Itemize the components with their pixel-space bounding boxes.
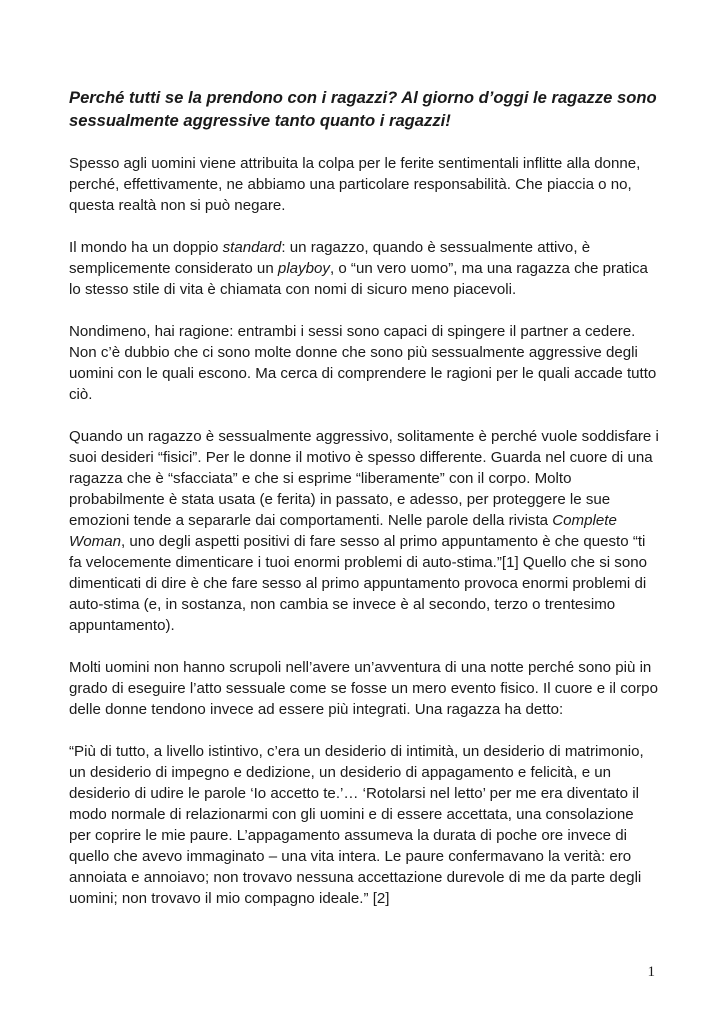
paragraph-4-text-b: , uno degli aspetti positivi di fare sesso al primo appuntamento è che questo “ti fa velocemente dimenticare i tuoi enormi problemi di auto-stima.”[1] Quello che si sono dimenticati di dire è che fare sesso al primo appuntamento provoca enormi problemi di auto-stima (e, in sostanza, non cambia se invece è al secondo, terzo o trentesimo appuntamento). xyxy=(69,533,648,634)
paragraph-4 xyxy=(69,426,659,636)
document-title: Perché tutti se la prendono con i ragazzi? Al giorno d’oggi le ragazze sono sessualmente aggressive tanto quanto i ragazzi! xyxy=(69,88,657,130)
paragraph-2-text-c: , o “un vero uomo”, ma una ragazza che pratica lo stesso stile di vita è chiamata con nomi di sicuro meno piacevoli. xyxy=(69,260,648,298)
paragraph-3: Nondimeno, hai ragione: entrambi i sessi sono capaci di spingere il partner a cedere. Non c’è dubbio che ci sono molte donne che sono più sessualmente aggressive degli uomini con le quali escono. Ma cerca di comprendere le ragioni per le quali accade tutto ciò. xyxy=(69,323,657,403)
paragraph-2-emphasis-standard: standard xyxy=(222,239,282,256)
paragraph-2 xyxy=(69,237,659,300)
paragraph-2-emphasis-playboy: playboy xyxy=(277,260,330,277)
page-number: 1 xyxy=(647,964,655,980)
quote-paragraph: “Più di tutto, a livello istintivo, c’era un desiderio di intimità, un desiderio di matrimonio, un desiderio di impegno e dedizione, un desiderio di appagamento e felicità, e un desiderio di udire le parole ‘Io accetto te.’… ‘Rotolarsi nel letto’ per me era diventato il modo normale di relazionarmi con gli uomini e di essere accettata, una consolazione per coprire le mie paure. L’appagamento assumeva la durata di poche ore invece di quello che avevo immaginato – una vita intera. Le paure confermavano la verità: ero annoiata e annoiavo; non trovavo nessuna accettazione durevole di me da parte degli uomini; non trovavo il mio compagno ideale.” [2] xyxy=(69,743,644,907)
paragraph-2-text-a: Il mondo ha un doppio xyxy=(69,239,223,256)
paragraph-4-text-a: Quando un ragazzo è sessualmente aggressivo, solitamente è perché vuole soddisfare i suoi desideri “fisici”. Per le donne il motivo è spesso differente. Guarda nel cuore di una ragazza che è “sfacciata” e che si esprime “liberamente” con il corpo. Molto probabilmente è stata usata (e ferita) in passato, e adesso, per proteggere le sue emozioni tende a separarle dai comportamenti. Nelle parole della rivista xyxy=(69,428,659,529)
paragraph-4-emphasis-magazine: Complete Woman xyxy=(69,512,617,550)
document-page xyxy=(69,86,659,930)
paragraph-1: Spesso agli uomini viene attribuita la colpa per le ferite sentimentali inflitte alla donne, perché, effettivamente, ne abbiamo una particolare responsabilità. Che piaccia o no, questa realtà non si può negare. xyxy=(69,155,641,214)
paragraph-5: Molti uomini non hanno scrupoli nell’avere un’avventura di una notte perché sono più in grado di eseguire l’atto sessuale come se fosse un mero evento fisico. Il cuore e il corpo delle donne tendono invece ad essere più integrati. Una ragazza ha detto: xyxy=(69,659,658,718)
paragraph-2-text-b: : un ragazzo, quando è sessualmente attivo, è semplicemente considerato un xyxy=(69,239,591,277)
